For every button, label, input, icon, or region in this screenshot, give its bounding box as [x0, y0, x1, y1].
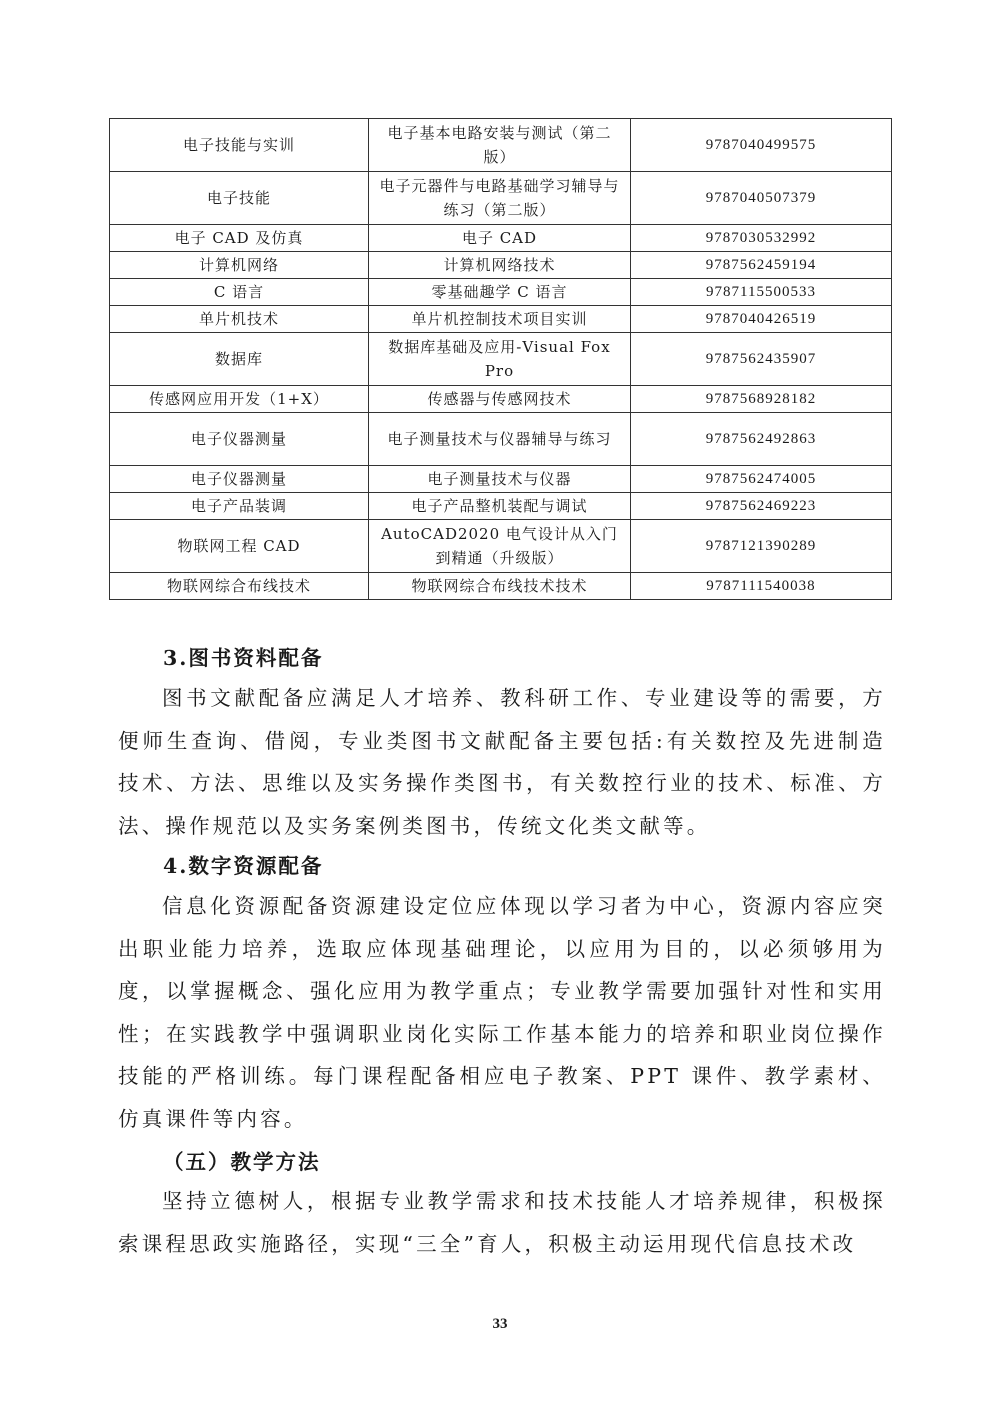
- textbook-cell: AutoCAD2020 电气设计从入门到精通（升级版）: [369, 520, 631, 573]
- isbn-cell: 9787562459194: [631, 252, 892, 279]
- isbn-cell: 9787040507379: [631, 172, 892, 225]
- isbn-cell: 9787562469223: [631, 493, 892, 520]
- table-row: [110, 306, 892, 333]
- section-body-library: 图书文献配备应满足人才培养、教科研工作、专业建设等的需要，方便师生查询、借阅，专业类图书文献配备主要包括:有关数控及先进制造技术、方法、思维以及实务操作类图书，有关数控行业的技术、标准、方法、操作规范以及实务案例类图书，传统文化类文献等。: [118, 686, 886, 838]
- course-cell: 物联网工程 CAD: [110, 520, 369, 573]
- table-row: [110, 333, 892, 386]
- isbn-cell: 9787040426519: [631, 306, 892, 333]
- textbook-cell: 传感器与传感网技术: [369, 386, 631, 413]
- table-row: [110, 386, 892, 413]
- table-row: [110, 466, 892, 493]
- textbook-cell: 电子元器件与电路基础学习辅导与练习（第二版）: [369, 172, 631, 225]
- table-row: [110, 279, 892, 306]
- table-row: [110, 413, 892, 466]
- textbook-cell: 电子基本电路安装与测试（第二版）: [369, 119, 631, 172]
- isbn-cell: 9787562492863: [631, 413, 892, 466]
- table-row: [110, 493, 892, 520]
- course-cell: 物联网综合布线技术: [110, 573, 369, 600]
- course-cell: 数据库: [110, 333, 369, 386]
- section-body-methods: 坚持立德树人，根据专业教学需求和技术技能人才培养规律，积极探索课程思政实施路径，实现“三全”育人，积极主动运用现代信息技术改: [118, 1189, 886, 1256]
- course-cell: C 语言: [110, 279, 369, 306]
- textbook-cell: 数据库基础及应用-Visual Fox Pro: [369, 333, 631, 386]
- textbook-cell: 电子测量技术与仪器辅导与练习: [369, 413, 631, 466]
- table-row: [110, 172, 892, 225]
- course-cell: 电子技能与实训: [110, 119, 369, 172]
- course-cell: 单片机技术: [110, 306, 369, 333]
- course-cell: 计算机网络: [110, 252, 369, 279]
- table-row: [110, 520, 892, 573]
- textbook-cell: 电子测量技术与仪器: [369, 466, 631, 493]
- isbn-cell: 9787562435907: [631, 333, 892, 386]
- section-body-digital: 信息化资源配备资源建设定位应体现以学习者为中心，资源内容应突出职业能力培养，选取应体现基础理论，以应用为目的，以必须够用为度，以掌握概念、强化应用为教学重点；专业教学需要加强针对性和实用性；在实践教学中强调职业岗化实际工作基本能力的培养和职业岗位操作技能的严格训练。每门课程配备相应电子教案、PPT 课件、教学素材、仿真课件等内容。: [118, 894, 886, 1131]
- table-row: [110, 119, 892, 172]
- textbook-cell: 电子产品整机装配与调试: [369, 493, 631, 520]
- course-cell: 电子仪器测量: [110, 413, 369, 466]
- course-cell: 电子仪器测量: [110, 466, 369, 493]
- textbook-cell: 物联网综合布线技术技术: [369, 573, 631, 600]
- isbn-cell: 9787568928182: [631, 386, 892, 413]
- textbook-table: [109, 118, 892, 600]
- textbook-cell: 单片机控制技术项目实训: [369, 306, 631, 333]
- isbn-cell: 9787121390289: [631, 520, 892, 573]
- section-heading-library: 3.图书资料配备: [163, 646, 324, 670]
- section-heading-digital: 4.数字资源配备: [163, 854, 324, 878]
- textbook-cell: 电子 CAD: [369, 225, 631, 252]
- course-cell: 电子 CAD 及仿真: [110, 225, 369, 252]
- isbn-cell: 9787040499575: [631, 119, 892, 172]
- textbook-cell: 计算机网络技术: [369, 252, 631, 279]
- isbn-cell: 9787111540038: [631, 573, 892, 600]
- course-cell: 电子产品装调: [110, 493, 369, 520]
- table-row: [110, 573, 892, 600]
- table-row: [110, 252, 892, 279]
- table-row: [110, 225, 892, 252]
- section-heading-methods: （五）教学方法: [163, 1150, 321, 1174]
- isbn-cell: 9787030532992: [631, 225, 892, 252]
- isbn-cell: 9787115500533: [631, 279, 892, 306]
- course-cell: 电子技能: [110, 172, 369, 225]
- course-cell: 传感网应用开发（1+X）: [110, 386, 369, 413]
- isbn-cell: 9787562474005: [631, 466, 892, 493]
- page-number: 33: [492, 1316, 508, 1332]
- textbook-cell: 零基础趣学 C 语言: [369, 279, 631, 306]
